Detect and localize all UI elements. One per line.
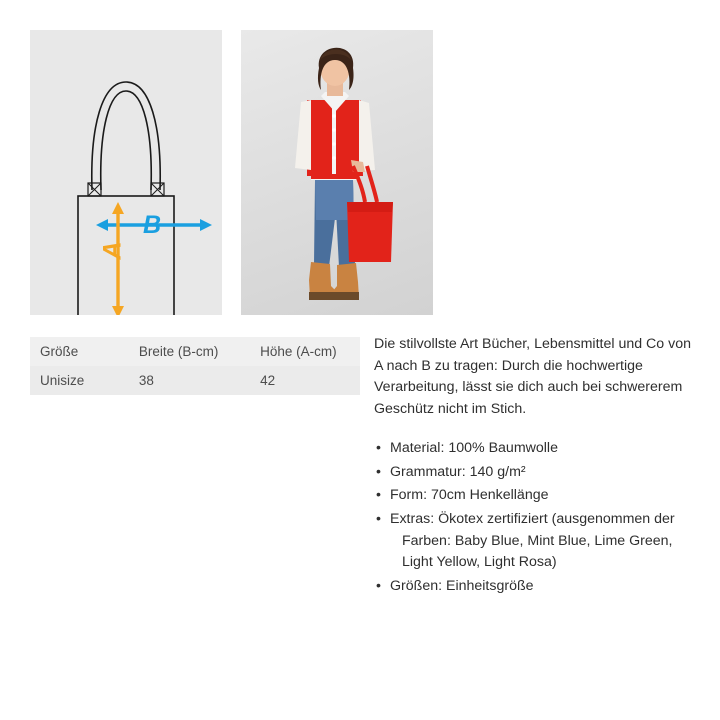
measurement-diagram-panel	[30, 30, 222, 315]
product-images-row	[30, 30, 433, 315]
size-table-head	[30, 337, 360, 366]
list-item	[374, 462, 694, 484]
spec-extras-detail: Farben: Baby Blue, Mint Blue, Lime Green, Light Yellow, Light Rosa)	[402, 532, 673, 571]
cell-height: 42	[260, 373, 276, 388]
spec-material: Material: 100% Baumwolle	[390, 439, 558, 456]
description-intro: Die stilvollste Art Bücher, Lebensmittel und Co von A nach B zu tragen: Durch die hochwertige Verarbeitung, lässt sie dich auch bei schwererem Geschütz nicht im Stich.	[374, 336, 692, 418]
list-item	[374, 438, 694, 460]
spec-form: Form: 70cm Henkellänge	[390, 487, 549, 504]
tote-bag-diagram	[30, 30, 222, 315]
size-table-header-row	[30, 337, 360, 366]
size-table	[30, 337, 360, 395]
table-row	[30, 366, 360, 395]
list-item	[374, 509, 694, 574]
list-item	[374, 576, 694, 598]
cell-size: Unisize	[40, 373, 85, 388]
model-photo-illustration	[241, 30, 433, 315]
cell-width: 38	[138, 373, 154, 388]
product-description	[374, 334, 694, 600]
header-height: Höhe (A-cm)	[260, 344, 337, 359]
diagram-label-height: A	[98, 241, 127, 260]
header-width: Breite (B-cm)	[138, 344, 219, 359]
diagram-label-width: B	[143, 211, 162, 239]
spec-sizes: Größen: Einheitsgröße	[390, 578, 534, 595]
spec-list	[374, 438, 694, 598]
spec-weight: Grammatur: 140 g/m²	[390, 463, 526, 480]
list-item	[374, 485, 694, 507]
size-table-body	[30, 366, 360, 395]
spec-extras: Extras: Ökotex zertifiziert (ausgenommen der	[390, 511, 675, 528]
header-size: Größe	[40, 344, 79, 359]
product-photo-panel	[241, 30, 433, 315]
